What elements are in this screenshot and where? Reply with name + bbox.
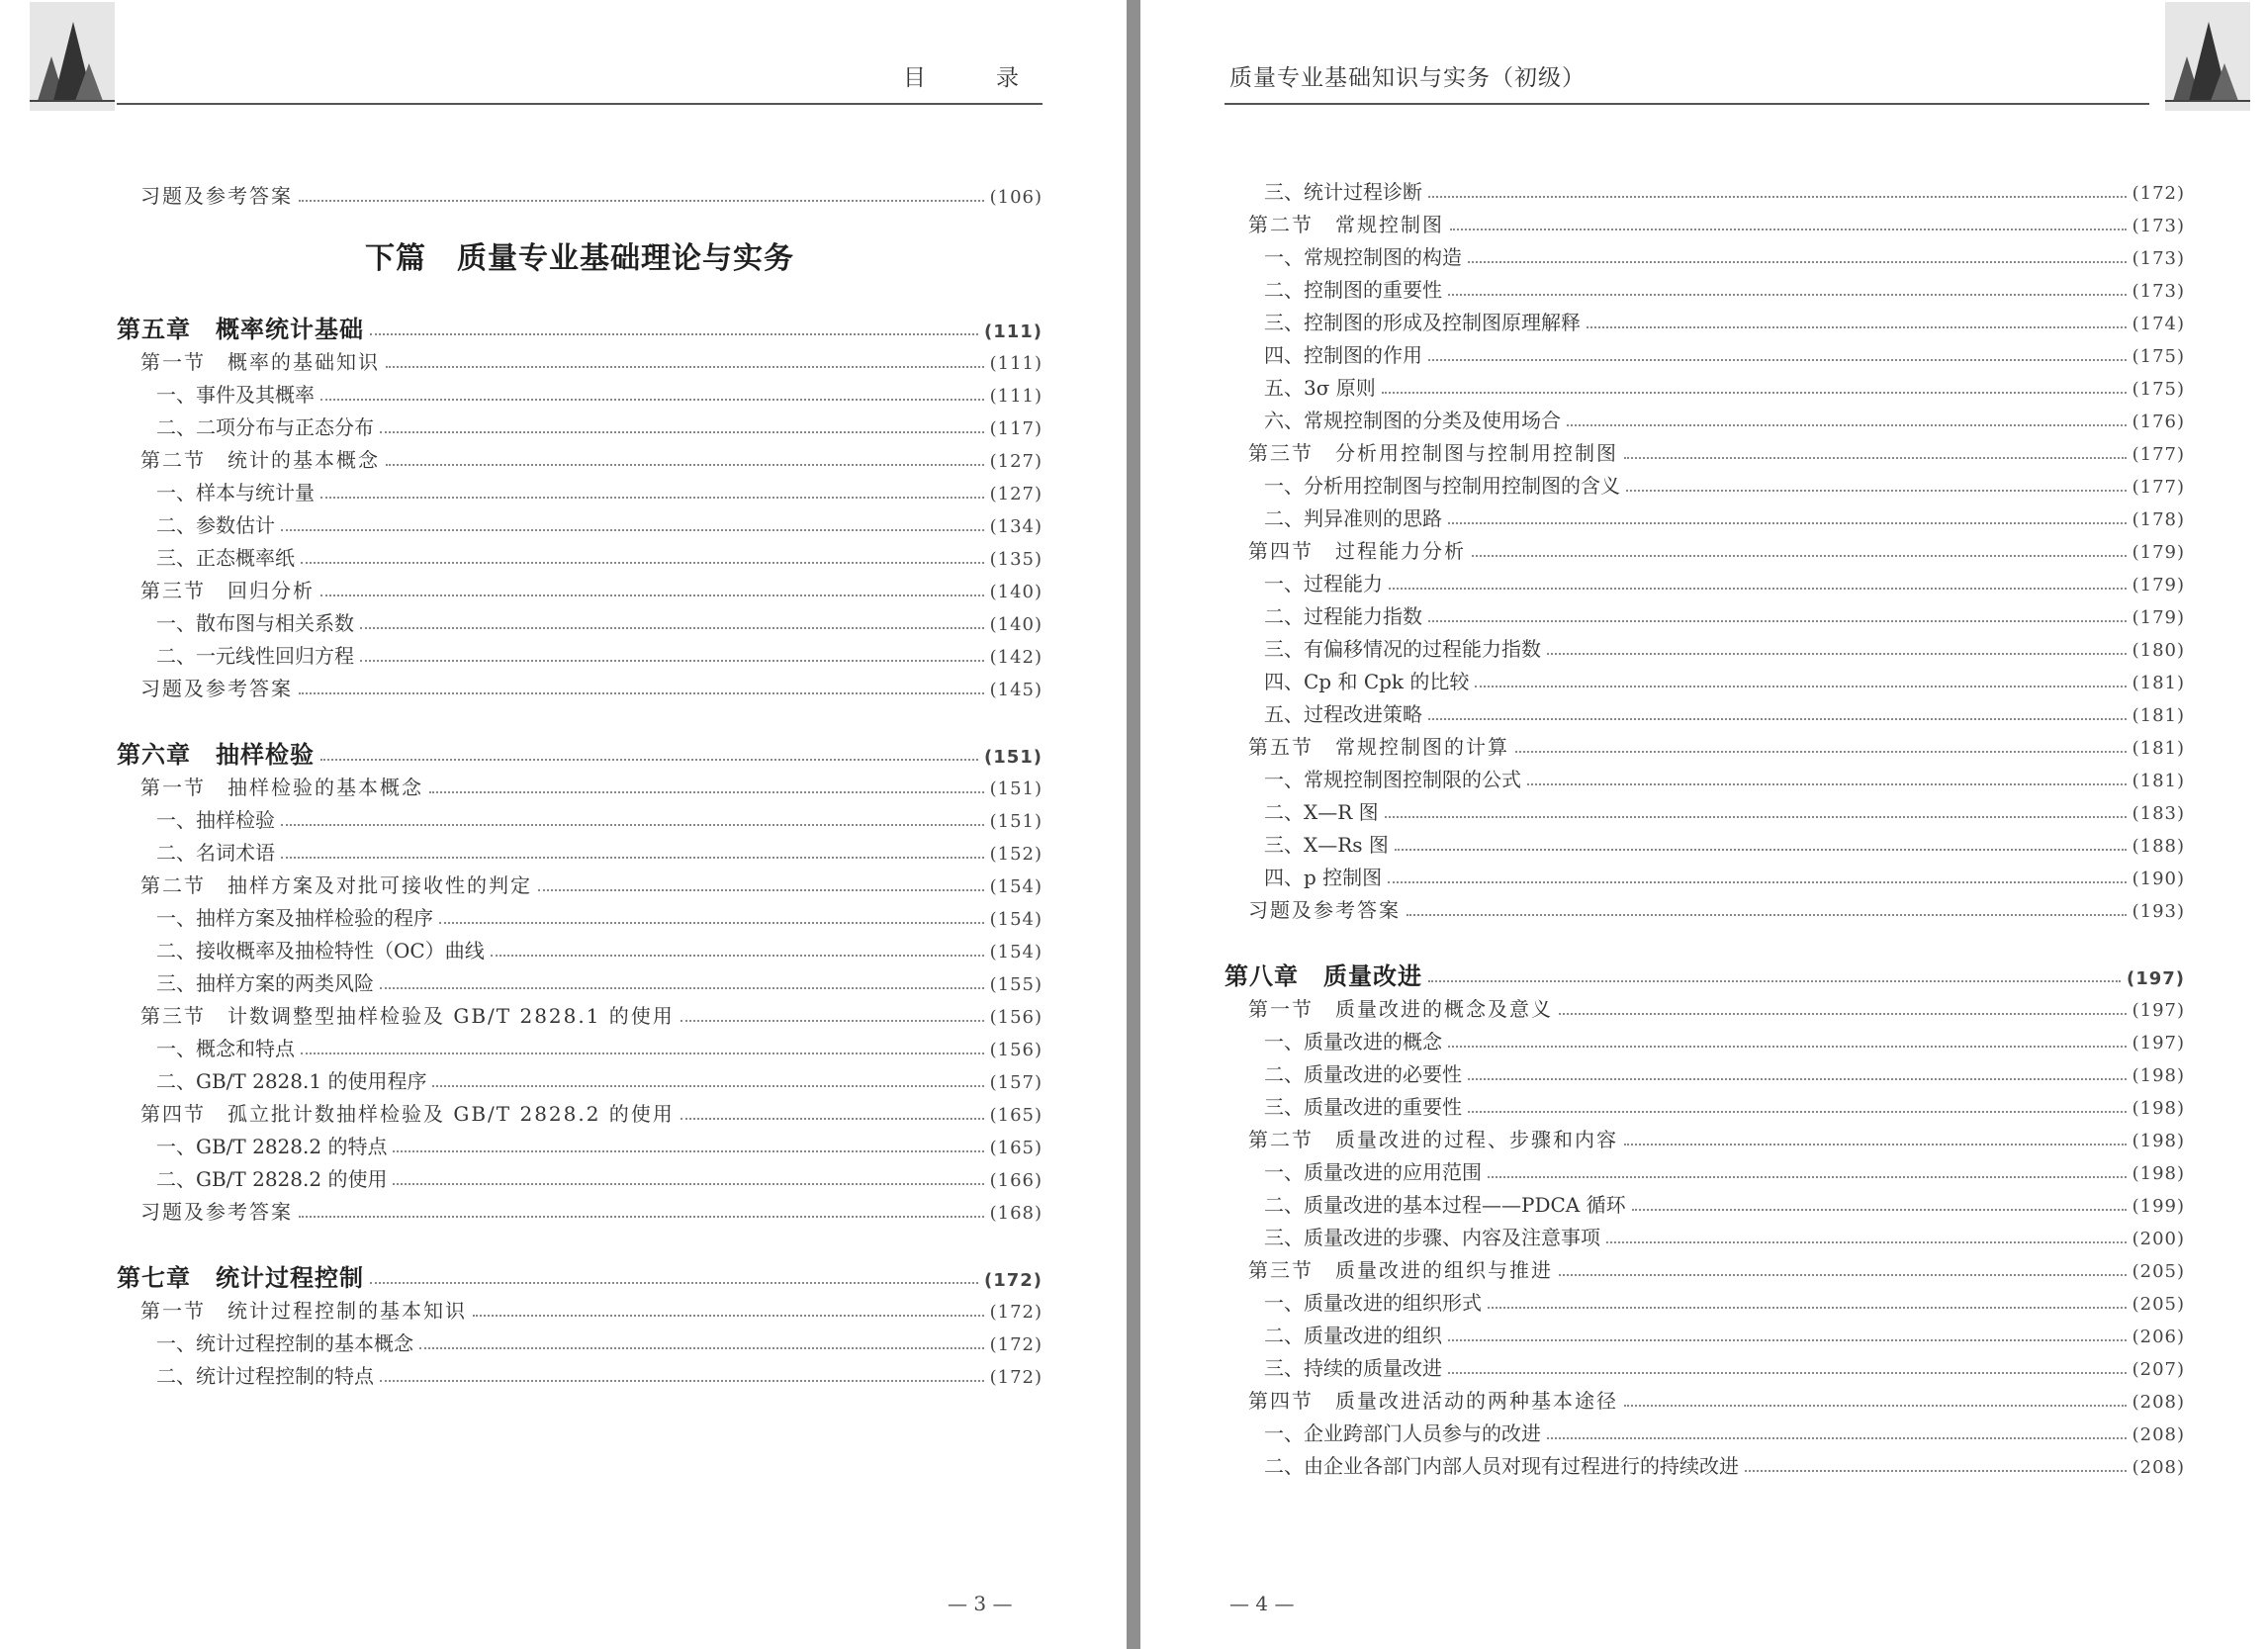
- toc-entry-page: (154): [989, 876, 1043, 897]
- toc-entry-title: 二、X—R 图: [1264, 800, 1379, 824]
- toc-entry-title: 一、常规控制图控制限的公式: [1264, 768, 1521, 791]
- dot-leader: [380, 1380, 984, 1382]
- toc-entry-title: 一、样本与统计量: [156, 481, 315, 504]
- dot-leader: [1389, 588, 2127, 590]
- toc-entry-item[interactable]: [1225, 1320, 2185, 1352]
- toc-entry-exercise[interactable]: [1225, 894, 2185, 927]
- toc-entry-item[interactable]: [1225, 698, 2185, 731]
- dot-leader: [680, 1020, 984, 1022]
- toc-entry-section[interactable]: [1225, 1254, 2185, 1287]
- toc-entry-page: (172): [989, 1367, 1043, 1388]
- toc-entry-page: (172): [989, 1334, 1043, 1355]
- toc-entry-page: (172): [989, 1302, 1043, 1323]
- toc-entry-title: 二、质量改进的组织: [1264, 1324, 1442, 1347]
- toc-entry-page: (172): [983, 1270, 1043, 1291]
- toc-entry-item[interactable]: [117, 967, 1043, 1000]
- toc-entry-title: 二、判异准则的思路: [1264, 506, 1442, 530]
- toc-entry-item[interactable]: [1225, 307, 2185, 339]
- toc-entry-title: 一、质量改进的组织形式: [1264, 1291, 1482, 1315]
- dot-leader: [1428, 196, 2127, 198]
- toc-entry-page: (198): [2132, 1098, 2185, 1119]
- dot-leader: [301, 1053, 984, 1054]
- toc-entry-page: (151): [983, 747, 1043, 768]
- toc-entry-page: (179): [2132, 607, 2185, 628]
- toc-entry-item[interactable]: [117, 509, 1043, 542]
- toc-entry-item[interactable]: [117, 412, 1043, 444]
- toc-entry-page: (168): [989, 1203, 1043, 1224]
- toc-entry-title: 第五章 概率统计基础: [117, 316, 364, 343]
- dot-leader: [393, 1150, 983, 1152]
- toc-entry-page: (183): [2132, 803, 2185, 824]
- dot-leader: [1632, 1209, 2127, 1211]
- toc-entry-item[interactable]: [117, 1131, 1043, 1163]
- toc-entry-item[interactable]: [1225, 372, 2185, 405]
- toc-entry-page: (207): [2132, 1359, 2185, 1380]
- toc-entry-title: 三、持续的质量改进: [1264, 1356, 1442, 1380]
- dot-leader: [473, 1315, 984, 1317]
- dot-leader: [1382, 392, 2127, 394]
- toc-entry-title: 五、过程改进策略: [1264, 702, 1422, 726]
- toc-entry-exercise[interactable]: [117, 673, 1043, 705]
- toc-entry-title: 一、常规控制图的构造: [1264, 245, 1462, 269]
- toc-entry-page: (177): [2132, 477, 2185, 498]
- toc-entry-section[interactable]: [1225, 731, 2185, 764]
- toc-entry-page: (111): [989, 353, 1043, 374]
- dot-leader: [1559, 1274, 2127, 1276]
- toc-entry-title: 习题及参考答案: [140, 677, 293, 700]
- dot-leader: [370, 1282, 978, 1284]
- toc-entry-item[interactable]: [1225, 764, 2185, 796]
- toc-entry-title: 一、统计过程控制的基本概念: [156, 1331, 413, 1355]
- dot-leader: [1428, 980, 2121, 982]
- toc-entry-page: (200): [2132, 1229, 2185, 1249]
- toc-entry-item[interactable]: [117, 935, 1043, 967]
- toc-entry-page: (181): [2132, 673, 2185, 693]
- toc-entry-item[interactable]: [1225, 633, 2185, 666]
- dot-leader: [380, 987, 984, 989]
- page-number: — 3 —: [948, 1592, 1013, 1615]
- dot-leader: [320, 595, 984, 596]
- toc-entry-item[interactable]: [1225, 241, 2185, 274]
- dot-leader: [538, 889, 984, 891]
- toc-entry-item[interactable]: [1225, 339, 2185, 372]
- toc-entry-item[interactable]: [1225, 568, 2185, 600]
- toc-entry-page: (179): [2132, 542, 2185, 563]
- dot-leader: [1468, 1078, 2127, 1080]
- toc-entry-page: (178): [2132, 509, 2185, 530]
- running-head: 质量专业基础知识与实务（初级）: [1229, 65, 1586, 91]
- toc-entry-item[interactable]: [117, 1328, 1043, 1360]
- toc-entry-item[interactable]: [1225, 1450, 2185, 1483]
- dot-leader: [419, 1347, 984, 1349]
- toc-entry-title: 二、统计过程控制的特点: [156, 1364, 374, 1388]
- toc-entry-title: 第七章 统计过程控制: [117, 1264, 364, 1292]
- toc-entry-title: 四、p 控制图: [1264, 866, 1383, 889]
- toc-entry-item[interactable]: [1225, 274, 2185, 307]
- dot-leader: [1587, 326, 2127, 328]
- toc-entry-item[interactable]: [117, 542, 1043, 575]
- toc-entry-exercise[interactable]: [117, 180, 1043, 213]
- toc-entry-page: (145): [989, 680, 1043, 700]
- dot-leader: [1745, 1470, 2127, 1472]
- toc-entry-item[interactable]: [1225, 1352, 2185, 1385]
- toc-entry-title: 二、质量改进的基本过程——PDCA 循环: [1264, 1193, 1626, 1217]
- toc-entry-item[interactable]: [1225, 1058, 2185, 1091]
- toc-entry-item[interactable]: [117, 837, 1043, 870]
- toc-entry-title: 二、接收概率及抽检特性（OC）曲线: [156, 939, 485, 962]
- dot-leader: [360, 627, 984, 629]
- dot-leader: [1472, 555, 2127, 557]
- toc-entry-item[interactable]: [117, 477, 1043, 509]
- toc-entry-page: (181): [2132, 705, 2185, 726]
- toc-entry-item[interactable]: [1225, 829, 2185, 862]
- toc-entry-title: 第三节 质量改进的组织与推进: [1248, 1258, 1553, 1282]
- toc-entry-page: (179): [2132, 575, 2185, 595]
- toc-entry-page: (135): [989, 549, 1043, 570]
- dot-leader: [1448, 294, 2127, 296]
- toc-entry-title: 第一节 抽样检验的基本概念: [140, 776, 423, 799]
- toc-entry-item[interactable]: [117, 1360, 1043, 1393]
- toc-entry-title: 一、企业跨部门人员参与的改进: [1264, 1421, 1541, 1445]
- toc-entry-title: 二、二项分布与正态分布: [156, 415, 374, 439]
- toc-entry-title: 一、分析用控制图与控制用控制图的含义: [1264, 474, 1620, 498]
- dot-leader: [301, 562, 984, 564]
- toc-entry-page: (166): [989, 1170, 1043, 1191]
- toc-entry-section[interactable]: [117, 870, 1043, 902]
- dot-leader: [281, 857, 984, 859]
- toc-entry-item[interactable]: [1225, 1287, 2185, 1320]
- dot-leader: [1475, 686, 2126, 687]
- dot-leader: [299, 692, 984, 694]
- dot-leader: [491, 955, 984, 957]
- toc-entry-section[interactable]: [1225, 1124, 2185, 1156]
- toc-entry-title: 一、抽样检验: [156, 808, 275, 832]
- toc-entry-item[interactable]: [117, 804, 1043, 837]
- left-page: [0, 0, 1127, 1649]
- toc-entry-item[interactable]: [1225, 1222, 2185, 1254]
- toc-entry-chapter[interactable]: [1225, 961, 2185, 993]
- dot-leader: [320, 399, 984, 401]
- dot-leader: [1468, 1111, 2127, 1113]
- dot-leader: [1547, 1437, 2127, 1439]
- toc-entry-title: 第一节 统计过程控制的基本知识: [140, 1299, 467, 1323]
- toc-entry-page: (180): [2132, 640, 2185, 661]
- toc-entry-item[interactable]: [1225, 176, 2185, 209]
- toc-entry-chapter[interactable]: [117, 314, 1043, 346]
- dot-leader: [386, 366, 984, 368]
- toc-entry-page: (181): [2132, 738, 2185, 759]
- toc-entry-title: 一、过程能力: [1264, 572, 1383, 595]
- toc-entry-item[interactable]: [117, 902, 1043, 935]
- toc-entry-title: 第四节 孤立批计数抽样检验及 GB/T 2828.2 的使用: [140, 1102, 675, 1126]
- dot-leader: [299, 1216, 984, 1218]
- toc-entry-title: 一、GB/T 2828.2 的特点: [156, 1135, 388, 1158]
- toc-entry-item[interactable]: [1225, 600, 2185, 633]
- toc-entry-page: (172): [2132, 183, 2185, 204]
- dot-leader: [1567, 424, 2127, 426]
- dot-leader: [393, 1183, 983, 1185]
- toc-entry-title: 习题及参考答案: [140, 1200, 293, 1224]
- dot-leader: [680, 1118, 984, 1120]
- toc-entry-section[interactable]: [117, 772, 1043, 804]
- toc-entry-title: 三、抽样方案的两类风险: [156, 971, 374, 995]
- toc-entry-title: 第六章 抽样检验: [117, 741, 315, 769]
- toc-entry-title: 第八章 质量改进: [1225, 962, 1422, 990]
- toc-entry-title: 第一节 质量改进的概念及意义: [1248, 997, 1553, 1021]
- toc-entry-title: 第三节 计数调整型抽样检验及 GB/T 2828.1 的使用: [140, 1004, 675, 1028]
- toc-entry-page: (205): [2132, 1294, 2185, 1315]
- dot-leader: [1515, 751, 2127, 753]
- dot-leader: [1488, 1307, 2127, 1309]
- dot-leader: [432, 1085, 983, 1087]
- toc-entry-title: 三、控制图的形成及控制图原理解释: [1264, 311, 1581, 334]
- toc-entry-section[interactable]: [117, 444, 1043, 477]
- toc-entry-page: (156): [989, 1007, 1043, 1028]
- toc-entry-section[interactable]: [117, 1000, 1043, 1033]
- toc-entry-section[interactable]: [1225, 1385, 2185, 1418]
- toc-entry-title: 五、3σ 原则: [1264, 376, 1376, 400]
- toc-entry-title: 一、质量改进的应用范围: [1264, 1160, 1482, 1184]
- header-rule: [117, 103, 1043, 105]
- toc-entry-page: (197): [2132, 1033, 2185, 1054]
- toc-entry-page: (181): [2132, 771, 2185, 791]
- dot-leader: [320, 497, 984, 499]
- toc-entry-title: 一、散布图与相关系数: [156, 611, 354, 635]
- dot-leader: [1406, 914, 2127, 916]
- dot-leader: [1606, 1241, 2127, 1243]
- toc-entry-item[interactable]: [1225, 1418, 2185, 1450]
- toc-entry-page: (156): [989, 1040, 1043, 1060]
- dot-leader: [1547, 653, 2127, 655]
- toc-entry-item[interactable]: [1225, 666, 2185, 698]
- toc-entry-page: (193): [2132, 901, 2185, 922]
- toc-entry-title: 第二节 质量改进的过程、步骤和内容: [1248, 1128, 1618, 1151]
- dot-leader: [1388, 881, 2126, 883]
- toc-entry-title: 一、抽样方案及抽样检验的程序: [156, 906, 433, 930]
- toc-entry-page: (175): [2132, 346, 2185, 367]
- dot-leader: [1450, 229, 2127, 230]
- dot-leader: [1527, 783, 2127, 785]
- dot-leader: [360, 660, 984, 662]
- toc-entry-item[interactable]: [117, 640, 1043, 673]
- toc-entry-page: (176): [2132, 412, 2185, 432]
- toc-entry-page: (154): [989, 909, 1043, 930]
- dot-leader: [281, 824, 984, 826]
- toc-entry-title: 三、有偏移情况的过程能力指数: [1264, 637, 1541, 661]
- toc-entry-page: (173): [2132, 216, 2185, 236]
- dot-leader: [1385, 816, 2127, 818]
- toc-entry-page: (205): [2132, 1261, 2185, 1282]
- toc-entry-title: 四、控制图的作用: [1264, 343, 1422, 367]
- toc-entry-section[interactable]: [117, 1295, 1043, 1328]
- toc-entry-item[interactable]: [1225, 405, 2185, 437]
- toc-entry-page: (197): [2132, 1000, 2185, 1021]
- toc-entry-title: 第二节 常规控制图: [1248, 213, 1444, 236]
- toc-entry-item[interactable]: [1225, 1156, 2185, 1189]
- toc-entry-title: 第二节 抽样方案及对批可接收性的判定: [140, 873, 532, 897]
- toc-entry-page: (208): [2132, 1424, 2185, 1445]
- toc-entry-item[interactable]: [117, 1065, 1043, 1098]
- toc-entry-page: (111): [989, 386, 1043, 407]
- toc-entry-title: 二、质量改进的必要性: [1264, 1062, 1462, 1086]
- toc-entry-title: 一、概念和特点: [156, 1037, 295, 1060]
- toc-entry-title: 三、质量改进的步骤、内容及注意事项: [1264, 1226, 1600, 1249]
- toc-entry-page: (134): [989, 516, 1043, 537]
- toc-entry-page: (175): [2132, 379, 2185, 400]
- toc-entry-title: 第三节 分析用控制图与控制用控制图: [1248, 441, 1618, 465]
- page-number: — 4 —: [1229, 1592, 1295, 1615]
- toc-entry-title: 四、Cp 和 Cpk 的比较: [1264, 670, 1470, 693]
- corner-emblem-icon: [30, 2, 115, 111]
- toc-entry-item[interactable]: [1225, 470, 2185, 503]
- dot-leader: [320, 759, 978, 761]
- toc-entry-page: (199): [2132, 1196, 2185, 1217]
- toc-entry-chapter[interactable]: [117, 1262, 1043, 1295]
- toc-entry-page: (157): [989, 1072, 1043, 1093]
- toc-entry-page: (165): [989, 1105, 1043, 1126]
- dot-leader: [1559, 1013, 2127, 1015]
- toc-entry-page: (106): [989, 187, 1043, 208]
- toc-entry-item[interactable]: [1225, 862, 2185, 894]
- toc-entry-page: (152): [989, 844, 1043, 865]
- toc-entry-title: 第四节 质量改进活动的两种基本途径: [1248, 1389, 1618, 1413]
- toc-entry-section[interactable]: [117, 1098, 1043, 1131]
- toc-entry-item[interactable]: [1225, 1189, 2185, 1222]
- dot-leader: [281, 529, 984, 531]
- dot-leader: [1624, 1405, 2127, 1407]
- toc-entry-page: (142): [989, 647, 1043, 668]
- dot-leader: [1448, 1339, 2127, 1341]
- toc-entry-page: (174): [2132, 314, 2185, 334]
- toc-entry-item[interactable]: [1225, 796, 2185, 829]
- toc-entry-title: 二、GB/T 2828.2 的使用: [156, 1167, 388, 1191]
- toc-entry-section[interactable]: [1225, 535, 2185, 568]
- toc-entry-title: 习题及参考答案: [140, 184, 293, 208]
- dot-leader: [1488, 1176, 2127, 1178]
- toc-entry-title: 二、一元线性回归方程: [156, 644, 354, 668]
- toc-entry-page: (198): [2132, 1163, 2185, 1184]
- dot-leader: [1428, 718, 2127, 720]
- toc-entry-title: 二、由企业各部门内部人员对现有过程进行的持续改进: [1264, 1454, 1739, 1478]
- toc-entry-section[interactable]: [117, 346, 1043, 379]
- toc-entry-page: (140): [989, 582, 1043, 602]
- toc-entry-title: 一、事件及其概率: [156, 383, 315, 407]
- toc-entry-section[interactable]: [1225, 437, 2185, 470]
- toc-list: [1225, 176, 2185, 1483]
- toc-entry-page: (197): [2126, 968, 2185, 989]
- toc-entry-page: (188): [2132, 836, 2185, 857]
- toc-entry-page: (198): [2132, 1131, 2185, 1151]
- toc-entry-page: (165): [989, 1138, 1043, 1158]
- toc-entry-page: (154): [989, 942, 1043, 962]
- toc-entry-title: 三、X—Rs 图: [1264, 833, 1389, 857]
- toc-entry-page: (198): [2132, 1065, 2185, 1086]
- toc-entry-title: 第一节 概率的基础知识: [140, 350, 380, 374]
- toc-entry-title: 三、正态概率纸: [156, 546, 295, 570]
- toc-entry-item[interactable]: [117, 1033, 1043, 1065]
- dot-leader: [370, 333, 978, 335]
- dot-leader: [1624, 457, 2127, 459]
- toc-entry-item[interactable]: [117, 1163, 1043, 1196]
- toc-entry-page: (117): [989, 418, 1043, 439]
- toc-entry-page: (127): [989, 451, 1043, 472]
- toc-entry-page: (208): [2132, 1392, 2185, 1413]
- dot-leader: [439, 922, 984, 924]
- toc-entry-title: 第三节 回归分析: [140, 579, 315, 602]
- toc-entry-section[interactable]: [1225, 209, 2185, 241]
- toc-entry-item[interactable]: [1225, 1026, 2185, 1058]
- toc-entry-title: 六、常规控制图的分类及使用场合: [1264, 409, 1561, 432]
- toc-entry-exercise[interactable]: [117, 1196, 1043, 1229]
- toc-entry-title: 一、质量改进的概念: [1264, 1030, 1442, 1054]
- toc-entry-item[interactable]: [117, 379, 1043, 412]
- toc-entry-page: (173): [2132, 281, 2185, 302]
- dot-leader: [380, 431, 984, 433]
- dot-leader: [1448, 1046, 2127, 1048]
- toc-entry-page: (177): [2132, 444, 2185, 465]
- toc-entry-chapter[interactable]: [117, 739, 1043, 772]
- dot-leader: [1448, 1372, 2127, 1374]
- toc-entry-title: 二、过程能力指数: [1264, 604, 1422, 628]
- toc-entry-title: 二、参数估计: [156, 513, 275, 537]
- toc-entry-section[interactable]: [1225, 993, 2185, 1026]
- dot-leader: [429, 791, 984, 793]
- toc-entry-title: 三、统计过程诊断: [1264, 180, 1422, 204]
- dot-leader: [1624, 1144, 2127, 1145]
- toc-entry-title: 二、控制图的重要性: [1264, 278, 1442, 302]
- toc-entry-title: 二、GB/T 2828.1 的使用程序: [156, 1069, 427, 1093]
- dot-leader: [386, 464, 984, 466]
- toc-list: [117, 180, 1043, 1393]
- corner-emblem-icon: [2165, 2, 2250, 111]
- toc-entry-title: 三、质量改进的重要性: [1264, 1095, 1462, 1119]
- toc-entry-title: 第五节 常规控制图的计算: [1248, 735, 1509, 759]
- toc-entry-item[interactable]: [1225, 1091, 2185, 1124]
- dot-leader: [299, 200, 984, 202]
- toc-entry-page: (140): [989, 614, 1043, 635]
- toc-entry-title: 第二节 统计的基本概念: [140, 448, 380, 472]
- dot-leader: [1448, 522, 2127, 524]
- dot-leader: [1428, 359, 2127, 361]
- toc-entry-page: (190): [2132, 869, 2185, 889]
- dot-leader: [1395, 849, 2127, 851]
- toc-entry-page: (155): [989, 974, 1043, 995]
- toc-entry-page: (173): [2132, 248, 2185, 269]
- toc-entry-page: (151): [989, 811, 1043, 832]
- toc-entry-page: (127): [989, 484, 1043, 504]
- right-page: [1140, 0, 2268, 1649]
- toc-entry-page: (151): [989, 779, 1043, 799]
- part-title: 下篇 质量专业基础理论与实务: [365, 241, 794, 276]
- running-head: 目 录: [903, 65, 1043, 91]
- dot-leader: [1626, 490, 2127, 492]
- toc-entry-page: (206): [2132, 1327, 2185, 1347]
- toc-entry-item[interactable]: [1225, 503, 2185, 535]
- toc-entry-page: (111): [983, 321, 1043, 342]
- toc-entry-title: 第四节 过程能力分析: [1248, 539, 1466, 563]
- dot-leader: [1428, 620, 2127, 622]
- toc-entry-title: 二、名词术语: [156, 841, 275, 865]
- toc-entry-item[interactable]: [117, 607, 1043, 640]
- dot-leader: [1468, 261, 2127, 263]
- toc-entry-section[interactable]: [117, 575, 1043, 607]
- header-rule: [1225, 103, 2149, 105]
- toc-entry-page: (208): [2132, 1457, 2185, 1478]
- toc-entry-title: 习题及参考答案: [1248, 898, 1401, 922]
